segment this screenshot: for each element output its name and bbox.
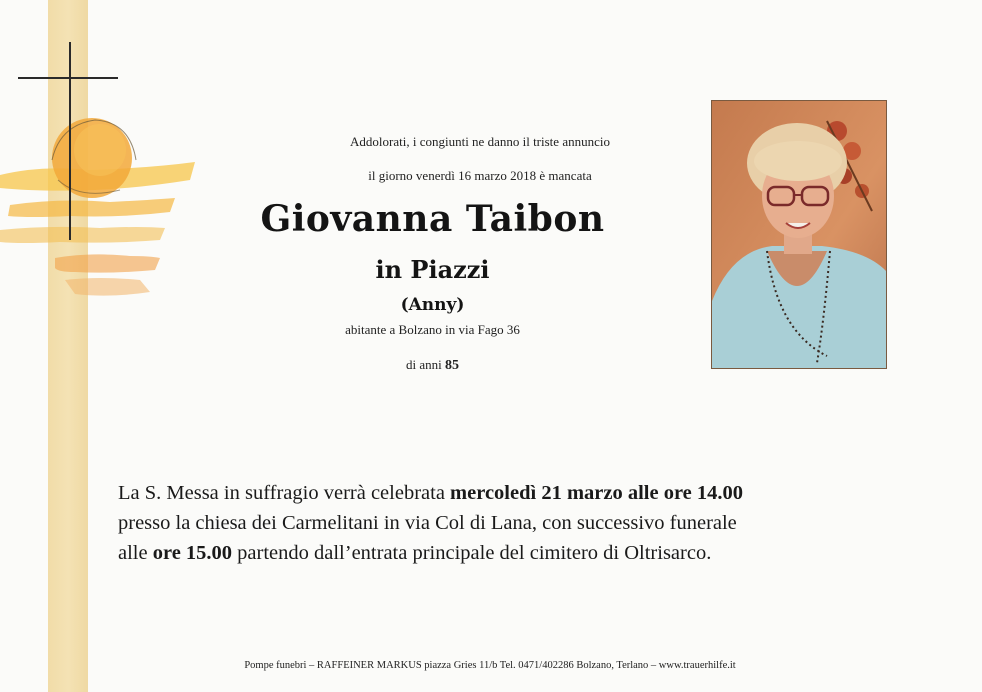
mass-line-3 (118, 538, 918, 568)
age-line (210, 357, 655, 374)
mass-line-3-end: partendo dall’entrata principale del cimitero di Oltrisarco. (232, 542, 712, 564)
funeral-home-footer: Pompe funebri – RAFFEINER MARKUS piazza Gries 11/b Tel. 0471/402286 Bolzano, Terlano – www.trauerhilfe.it (244, 660, 736, 671)
residence-address: abitante a Bolzano in via Fago 36 (345, 322, 520, 337)
age-prefix: di anni (406, 357, 445, 372)
portrait-photo (711, 100, 887, 369)
mass-line-1-text: La S. Messa in suffragio verrà celebrata (118, 482, 451, 504)
mass-announcement (118, 478, 918, 568)
mass-date-time: mercoledì 21 marzo alle ore 14.00 (450, 482, 744, 504)
married-name: in Piazzi (375, 255, 490, 284)
mass-line-2: presso la chiesa dei Carmelitani in via Col di Lana, con successivo funerale (118, 512, 737, 534)
intro-line-1: Addolorati, i congiunti ne danno il triste annuncio (350, 134, 610, 149)
cross-with-sunset-icon (0, 30, 210, 320)
mass-line-3-start: alle (118, 542, 153, 564)
nickname: (Anny) (400, 295, 465, 315)
deceased-name: Giovanna Taibon (260, 198, 605, 240)
mass-line-1 (118, 478, 918, 508)
intro-line-2: il giorno venerdì 16 marzo 2018 è mancata (368, 168, 592, 183)
age-value: 85 (445, 358, 459, 373)
funeral-time: ore 15.00 (152, 542, 233, 564)
